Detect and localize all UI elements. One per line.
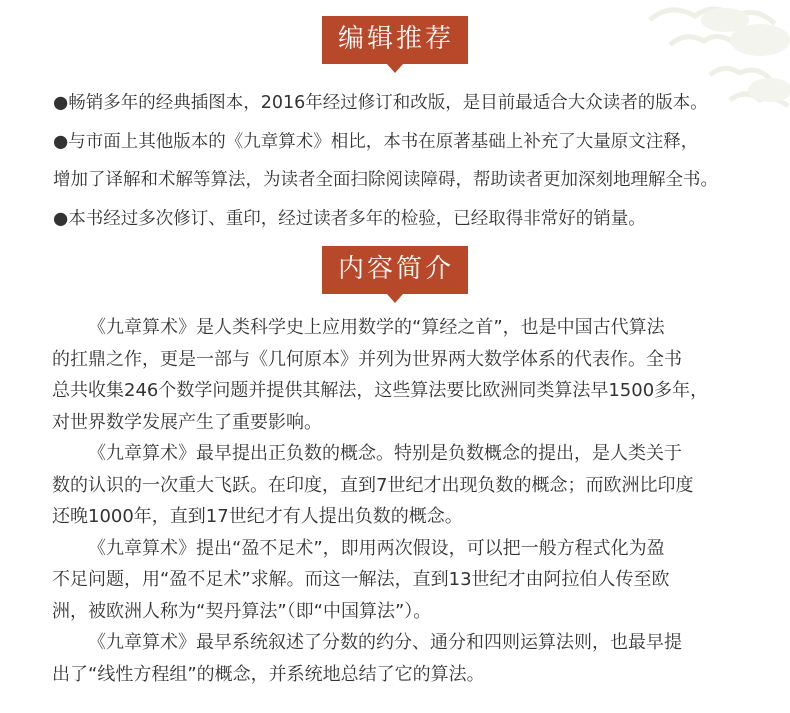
intro-line: 洲，被欧洲人称为“契丹算法”（即“中国算法”）。 [52,600,432,622]
intro-line: 的扛鼎之作，更是一部与《几何原本》并列为世界两大数学体系的代表作。全书 [52,348,682,370]
recommend-line: ●本书经过多次修订、重印，经过读者多年的检验，已经取得非常好的销量。 [53,208,646,229]
recommend-line: 增加了译解和术解等算法，为读者全面扫除阅读障碍，帮助读者更加深刻地理解全书。 [53,170,718,190]
intro-line: 数的认识的一次重大飞跃。在印度，直到7世纪才出现负数的概念；而欧洲比印度 [52,474,694,496]
intro-line: 不足问题，用“盈不足术”求解。而这一解法，直到13世纪才由阿拉伯人传至欧 [52,569,670,590]
intro-line: 出了“线性方程组”的概念，并系统地总结了它的算法。 [52,663,485,685]
section-title-recommend: 编辑推荐 [322,16,468,64]
section-title-intro: 内容简介 [322,246,468,294]
intro-line: 总共收集246个数学问题并提供其解法，这些算法要比欧洲同类算法早1500多年， [52,380,709,401]
intro-line: 《九章算术》是人类科学史上应用数学的“算经之首”，也是中国古代算法 [88,317,665,338]
recommend-line: ●畅销多年的经典插图本，2016年经过修订和改版，是目前最适合大众读者的版本。 [53,93,708,113]
intro-line: 对世界数学发展产生了重要影响。 [52,411,322,433]
intro-line: 《九章算术》最早系统叙述了分数的约分、通分和四则运算法则，也最早提 [88,632,682,653]
recommend-line: ●与市面上其他版本的《九章算术》相比，本书在原著基础上补充了大量原文注释， [53,131,699,152]
intro-line: 《九章算术》最早提出正负数的概念。特别是负数概念的提出，是人类关于 [88,443,682,464]
intro-text [52,312,752,690]
intro-line: 还晚1000年，直到17世纪才有人提出负数的概念。 [52,506,463,527]
intro-line: 《九章算术》提出“盈不足术”，即用两次假设，可以把一般方程式化为盈 [88,537,665,559]
recommend-list [53,84,773,238]
